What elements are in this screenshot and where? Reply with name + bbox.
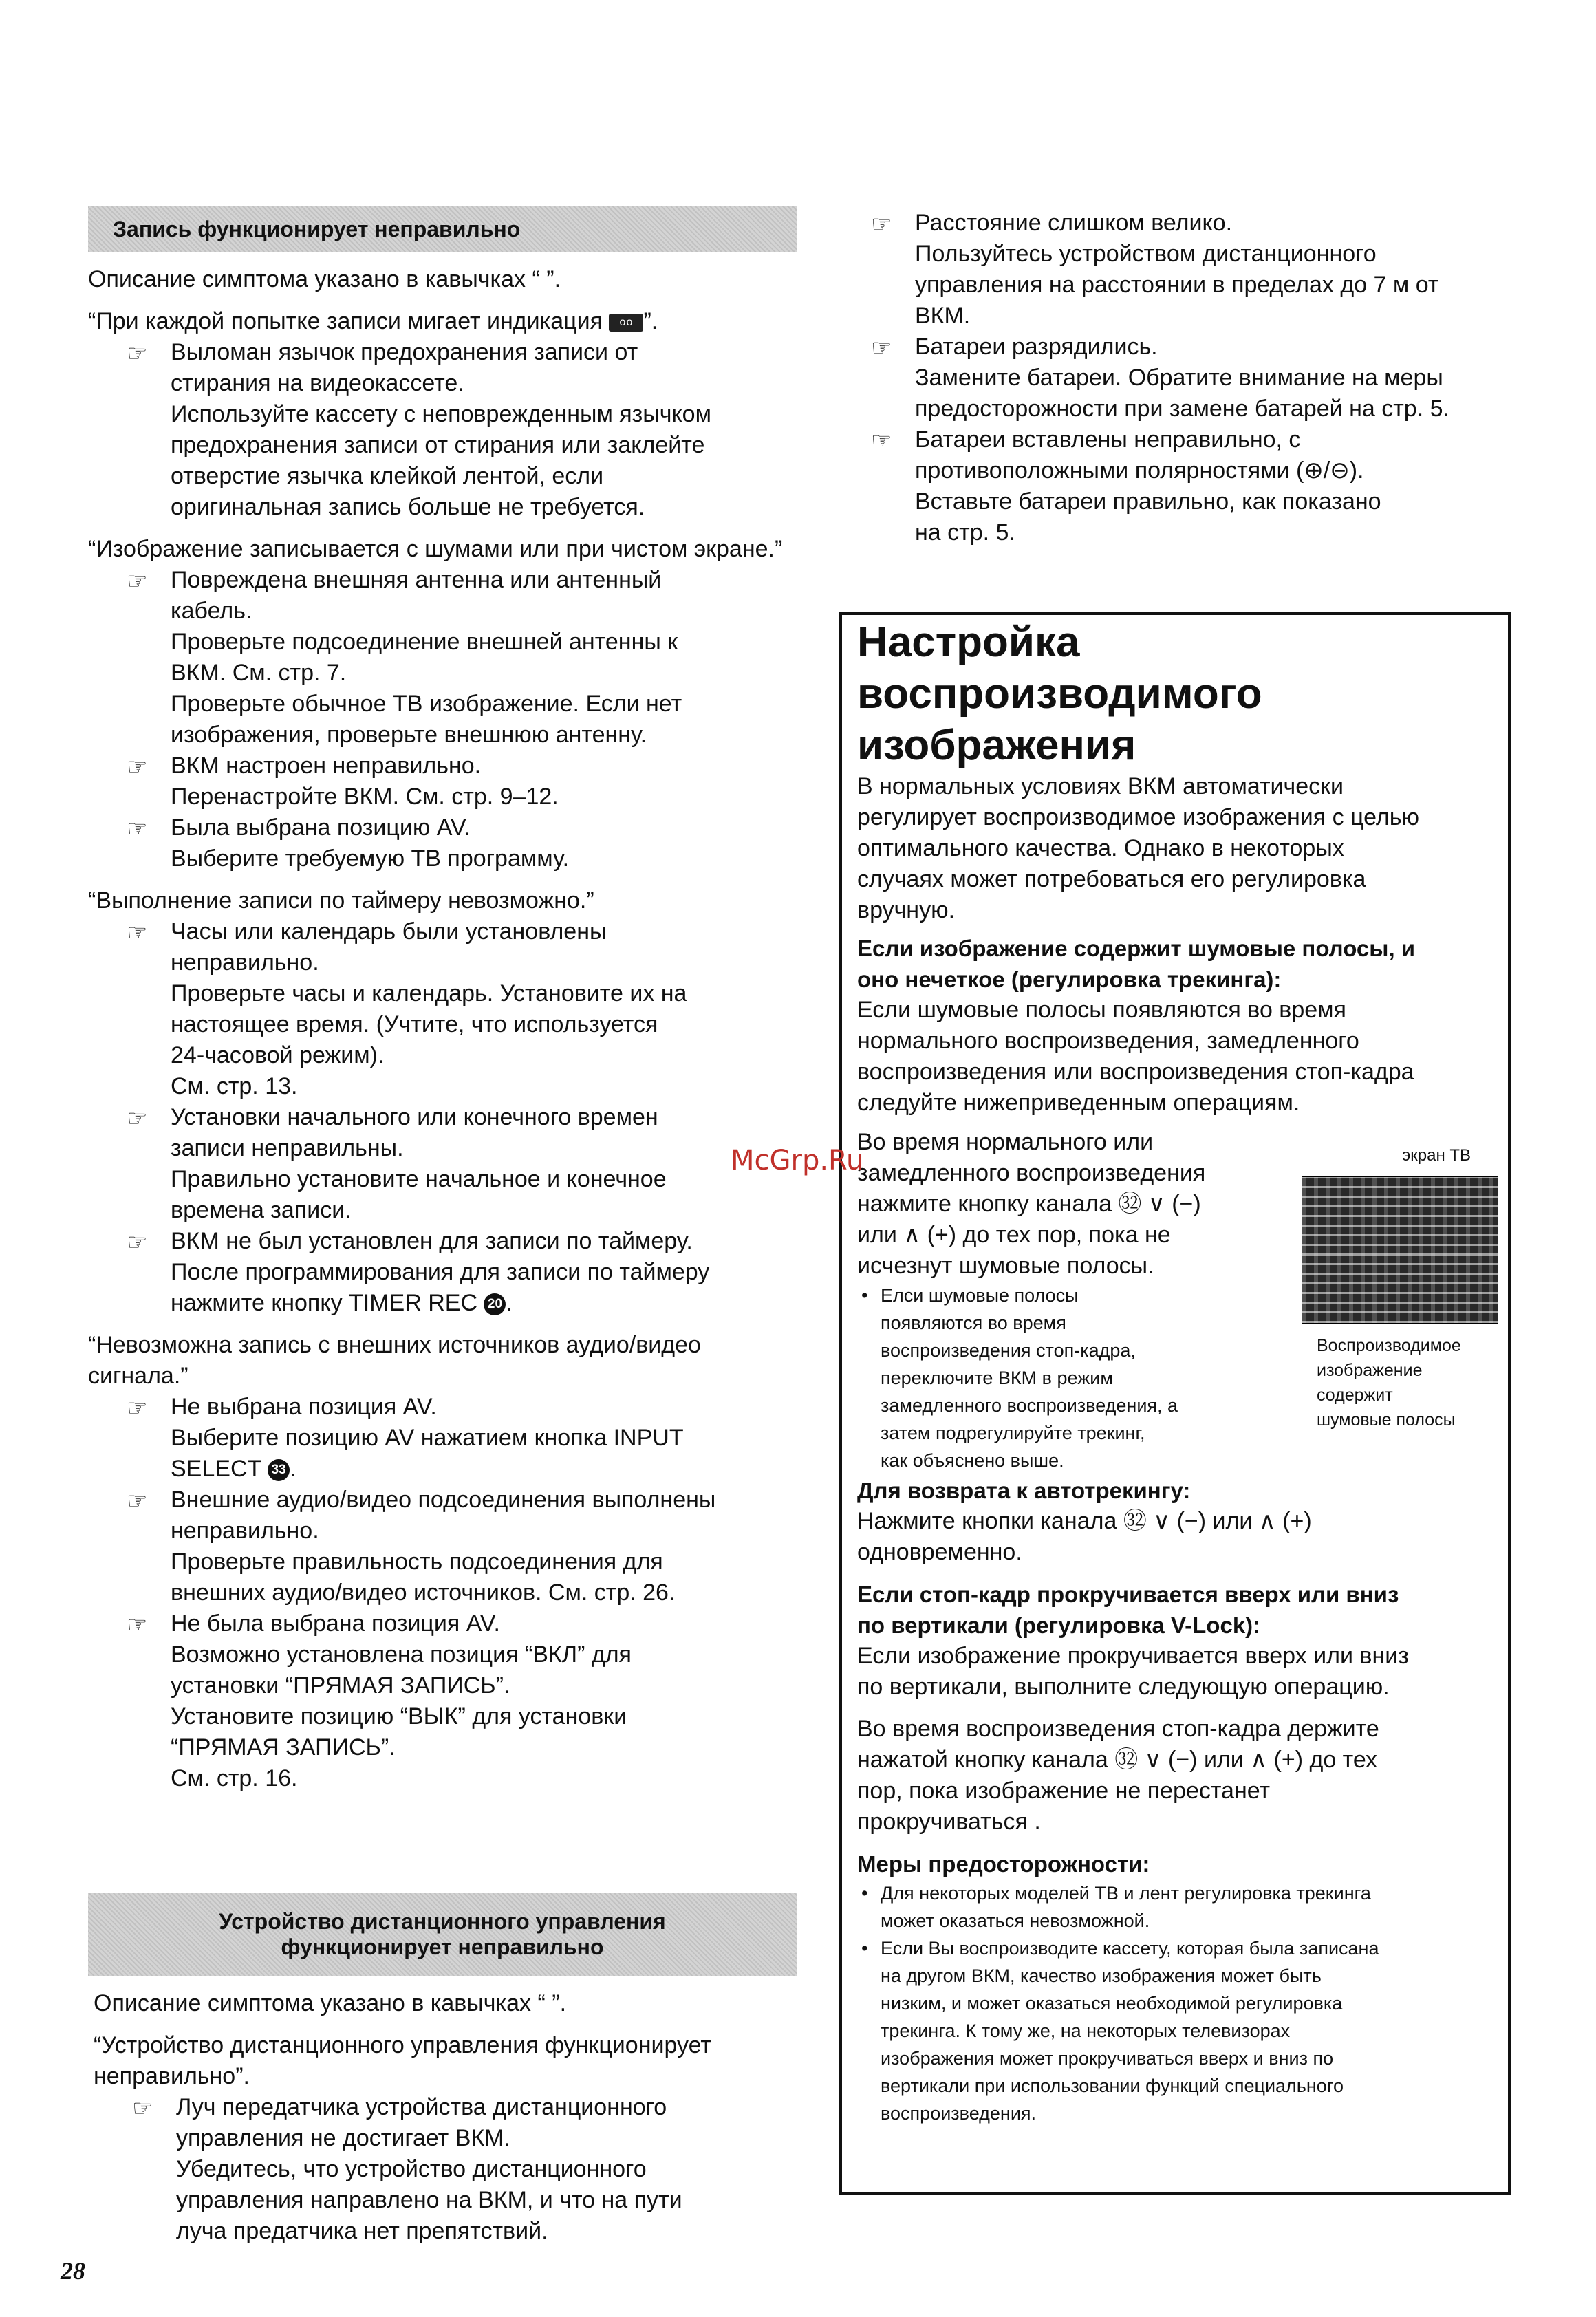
remedy-item: ☞ Батареи вставлены неправильно, с противоположными полярностями (⊕/⊖). Вставьте батареи правильно, как показано на стр. 5. [871,427,1381,546]
tracking-step: Во время нормального или замедленного воспроизведения нажмите кнопку канала ㉜ ∨ (−) или ∧ (+) до тех пор, пока не исчезнут шумовые полосы. [857,1129,1206,1279]
symptom-question: “Устройство дистанционного управления функционирует неправильно”. [94,2032,711,2089]
pointing-hand-icon: ☞ [127,1612,148,1638]
remedy-item: ☞ Батареи разрядились. Замените батареи. Обратите внимание на меры предосторожности при замене батарей на стр. 5. [871,334,1449,422]
box-title: Настройка воспроизводимого изображения [857,618,1262,769]
section-header-remote: Устройство дистанционного управления функционирует неправильно [88,1893,797,1976]
remedy-item: ☞ Не была выбрана позиция AV. Возможно установлена позиция “ВКЛ” для установки “ПРЯМАЯ ЗАПИСЬ”. Установите позицию “ВЫК” для установки “ПРЯМАЯ ЗАПИСЬ”. См. стр. 16. [127,1610,632,1791]
noisy-tv-screen-image [1302,1176,1498,1324]
vlock-text: Если изображение прокручивается вверх или вниз по вертикали, выполните следующую операцию. [857,1643,1409,1700]
button-number-badge: 20 [484,1293,506,1315]
vlock-step: Во время воспроизведения стоп-кадра держите нажатой кнопку канала ㉜ ∨ (−) или ∧ (+) до тех пор, пока изображение не перестанет прокручиваться . [857,1716,1379,1835]
button-number-badge: 33 [268,1459,290,1481]
box-intro: В нормальных условиях ВКМ автоматически регулирует воспроизводимое изображения с целью оптимального качества. Однако в некоторых случаях может потребоваться его регулировка вручную. [857,773,1420,923]
symptom-question: “Изображение записывается с шумами или при чистом экране.” [88,536,783,562]
pointing-hand-icon: ☞ [127,754,148,780]
section-remote-body [94,1988,804,2247]
remedy-item: ☞ Была выбрана позицию AV. Выберите требуемую ТВ программу. [127,815,570,872]
tracking-step-note: • Елси шумовые полосы появляются во время воспроизведения стоп-кадра, переключите ВКМ в режим замедленного воспроизведения, а затем подрегулируйте трекинг, как объяснено выше. [861,1285,1178,1471]
tracking-text: Если шумовые полосы появляются во время нормального воспроизведения, замедленного воспроизведения или воспроизведения стоп-кадра следуйте нижеприведенным операциям. [857,997,1414,1116]
remedy-item: ☞ Выломан язычок предохранения записи от стирания на видеокассете. Используйте кассету с неповрежденным язычком предохранения записи от стирания или заклейте отверстие язычка клейкой лентой, если оригинальная запись больше не требуется. [127,339,711,520]
pointing-hand-icon: ☞ [127,341,148,367]
tracking-heading: Если изображение содержит шумовые полосы, и оно нечеткое (регулировка трекинга): [857,936,1416,992]
caution-heading: Меры предосторожности: [857,1851,1150,1877]
remedy-item: ☞ ВКМ настроен неправильно. Перенастройте ВКМ. См. стр. 9–12. [127,753,559,810]
pointing-hand-icon: ☞ [127,1395,148,1421]
caution-item: • Для некоторых моделей ТВ и лент регулировка трекинга может оказаться невозможной. [861,1883,1371,1931]
remedy-item: ☞ ВКМ не был установлен для записи по таймеру. После программирования для записи по таймеру нажмите кнопку TIMER REC 20 . [127,1228,710,1316]
remedy-item: ☞ Установки начального или конечного времен записи неправильны. Правильно установите начальное и конечное времена записи. [127,1104,667,1223]
autotracking-text: Нажмите кнопки канала ㉜ ∨ (−) или ∧ (+) одновременно. [857,1508,1312,1565]
remedy-item: ☞ Внешние аудио/видео подсоединения выполнены неправильно. Проверьте правильность подсоединения для внешних аудио/видео источников. См. стр. 26. [127,1487,716,1606]
pointing-hand-icon: ☞ [127,1106,148,1132]
caution-item: • Если Вы воспроизводите кассету, которая была записана на другом ВКМ, качество изображения может быть низким, и может оказаться необходимой регулировка трекинга. К тому же, на некоторых телевизорах изображения может прокручиваться вверх и вниз по вертикали при использовании функций специального воспроизведения. [861,1938,1379,2124]
pointing-hand-icon: ☞ [871,428,892,454]
tv-caption: Воспроизводимое изображение содержит шумовые полосы [1317,1336,1461,1430]
symptom-question: “При каждой попытке записи мигает индикация oo ”. [88,308,658,334]
remedy-item: ☞ Часы или календарь были установлены неправильно. Проверьте часы и календарь. Установите их на настоящее время. (Учтите, что используется 24-часовой режим). См. стр. 13. [127,918,687,1099]
tv-screen-label: экран ТВ [1402,1146,1471,1165]
tape-indicator-icon: oo [609,314,643,332]
watermark: McGrp.Ru [731,1145,864,1176]
remedy-item: ☞ Расстояние слишком велико. Пользуйтесь устройством дистанционного управления на расстоянии в пределах до 7 м от ВКМ. [871,210,1439,329]
pointing-hand-icon: ☞ [871,211,892,237]
pointing-hand-icon: ☞ [127,816,148,842]
section-header-recording: Запись функционирует неправильно [88,206,797,252]
section-recording-body [88,264,804,1794]
pointing-hand-icon: ☞ [127,1229,148,1256]
section-intro: Описание симптома указано в кавычках “ ”. [88,266,561,292]
pointing-hand-icon: ☞ [871,335,892,361]
pointing-hand-icon: ☞ [127,920,148,946]
right-column-top [839,208,1517,548]
symptom-question: “Невозможна запись с внешних источников аудио/видео сигнала.” [88,1332,701,1389]
page-number: 28 [61,2257,85,2285]
remedy-item: ☞ Не выбрана позиция AV. Выберите позицию AV нажатием кнопка INPUT SELECT 33 . [127,1394,684,1482]
picture-adjustment-box [839,612,1511,2195]
pointing-hand-icon: ☞ [127,1488,148,1514]
section-intro: Описание симптома указано в кавычках “ ”. [94,1990,567,2016]
autotracking-heading: Для возврата к автотрекингу: [857,1478,1191,1503]
symptom-question: “Выполнение записи по таймеру невозможно.” [88,887,594,914]
pointing-hand-icon: ☞ [132,2095,153,2122]
tracking-step-area [857,1127,1497,1471]
vlock-heading: Если стоп-кадр прокручивается вверх или вниз по вертикали (регулировка V-Lock): [857,1582,1399,1638]
remedy-item: ☞ Луч передатчика устройства дистанционного управления не достигает ВКМ. Убедитесь, что устройство дистанционного управления направлено на ВКМ, и что на пути луча предатчика нет препятствий. [132,2094,682,2244]
remedy-item: ☞ Повреждена внешняя антенна или антенный кабель. Проверьте подсоединение внешней антенны к ВКМ. См. стр. 7. Проверьте обычное ТВ изображение. Если нет изображения, проверьте внешнюю антенну. [127,567,682,748]
pointing-hand-icon: ☞ [127,568,148,594]
